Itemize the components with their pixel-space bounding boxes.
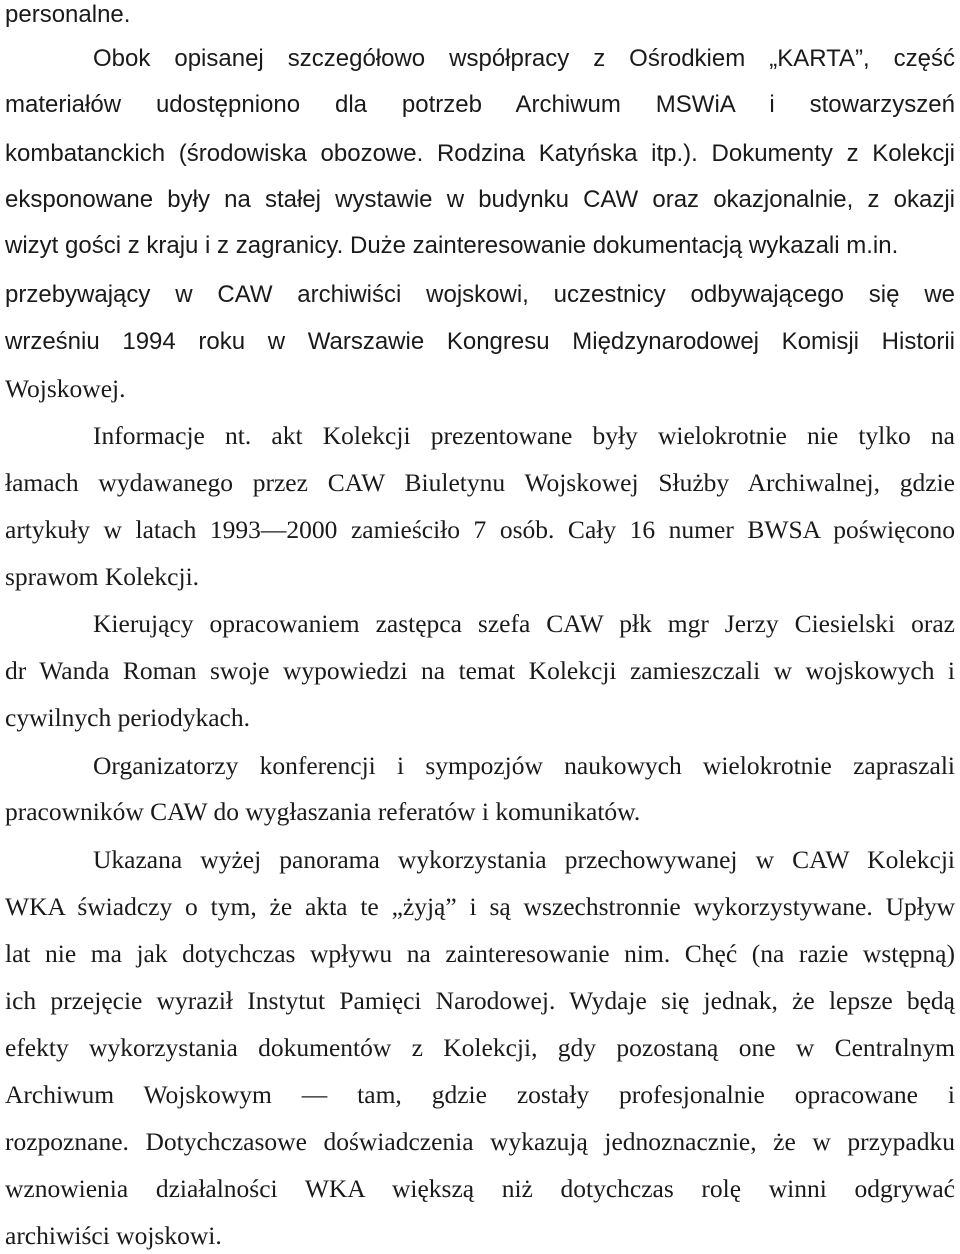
text-line: materiałów udostępniono dla potrzeb Archiwum MSWiA i stowarzyszeń [5,91,955,118]
text-line: personalne. [5,1,131,28]
text-line: wznowienia działalności WKA większą niż dotychczas rolę winni odgrywać [5,1174,955,1203]
text-line: Ukazana wyżej panorama wykorzystania przechowywanej w CAW Kolekcji [93,845,955,874]
text-line: efekty wykorzystania dokumentów z Kolekcji, gdy pozostaną one w Centralnym [5,1033,955,1062]
text-line: rozpoznane. Dotychczasowe doświadczenia wykazują jednoznacznie, że w przypadku [5,1127,955,1156]
text-line: wrześniu 1994 roku w Warszawie Kongresu Międzynarodowej Komisji Historii [5,328,955,355]
text-line: eksponowane były na stałej wystawie w budynku CAW oraz okazjonalnie, z okazji [5,186,955,213]
text-line: pracowników CAW do wygłaszania referatów i komunikatów. [5,797,641,826]
text-line: kombatanckich (środowiska obozowe. Rodzina Katyńska itp.). Dokumenty z Kolekcji [5,140,955,167]
text-line: Archiwum Wojskowym — tam, gdzie zostały profesjonalnie opracowane i [5,1080,955,1109]
text-line: sprawom Kolekcji. [5,562,200,591]
text-line: Wojskowej. [5,374,126,403]
text-line: archiwiści wojskowi. [5,1221,222,1250]
text-line: lat nie ma jak dotychczas wpływu na zainteresowanie nim. Chęć (na razie wstępną) [5,939,955,968]
text-line: Obok opisanej szczegółowo współpracy z Ośrodkiem „KARTA”, część [93,45,955,72]
text-line: łamach wydawanego przez CAW Biuletynu Wojskowej Służby Archiwalnej, gdzie [5,468,955,497]
text-line: WKA świadczy o tym, że akta te „żyją” i są wszechstronnie wykorzystywane. Upływ [5,892,955,921]
text-line: wizyt gości z kraju i z zagranicy. Duże zainteresowanie dokumentacją wykazali m.in. [5,232,899,259]
text-line: dr Wanda Roman swoje wypowiedzi na temat Kolekcji zamieszczali w wojskowych i [5,656,955,685]
text-line: Kierujący opracowaniem zastępca szefa CAW płk mgr Jerzy Ciesielski oraz [93,609,955,638]
text-line: Informacje nt. akt Kolekcji prezentowane były wielokrotnie nie tylko na [93,421,955,450]
text-line: cywilnych periodykach. [5,703,251,732]
text-line: ich przejęcie wyraził Instytut Pamięci Narodowej. Wydaje się jednak, że lepsze będą [5,986,955,1015]
text-line: Organizatorzy konferencji i sympozjów naukowych wielokrotnie zapraszali [93,751,955,780]
text-line: artykuły w latach 1993—2000 zamieściło 7 osób. Cały 16 numer BWSA poświęcono [5,515,955,544]
text-line: przebywający w CAW archiwiści wojskowi, uczestnicy odbywającego się we [5,281,955,308]
